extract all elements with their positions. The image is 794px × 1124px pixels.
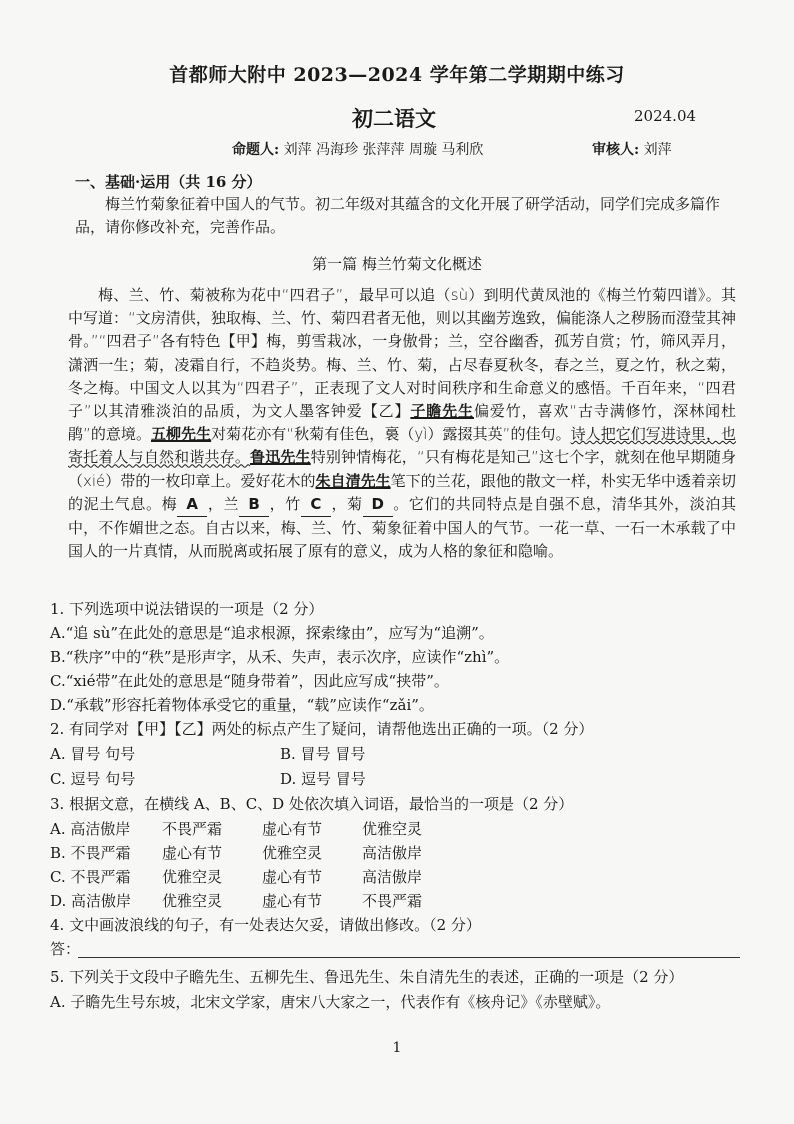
q3-a-word-1: A. 高洁傲岸 xyxy=(50,820,131,838)
article-text-1: 梅、兰、竹、菊被称为花中“四君子”，最早可以追（sù）到明代黄凤池的《梅兰竹菊四谱》。其中写道：“文房清供，独取梅、兰、竹、菊四君者无他，则以其幽芳逸致，偏能涤人之秽肠而澄莹其神骨。”“四君子”各有特色【甲】梅，剪雪栽冰，一身傲骨；兰，空谷幽香，孤芳自赏；竹，筛风弄月，潇洒一生；菊，凌霜自行，不趋炎势。梅、兰、竹、菊，占尽春夏秋冬，春之兰，夏之竹，秋之菊，冬之梅。中国文人以其为“四君子”，正表现了文人对时间秩序和生命意义的感悟。千百年来，“四君子”以其清雅淡泊的品质，为文人墨客钟爱【乙】 xyxy=(68,286,736,421)
q3-d-word-3: 虚心有节 xyxy=(262,892,323,910)
q3-c-word-2: 优雅空灵 xyxy=(162,868,223,886)
article-title: 第一篇 梅兰竹菊文化概述 xyxy=(312,255,482,273)
q3-option-c xyxy=(50,866,422,887)
q2-option-c: C. 逗号 句号 xyxy=(50,770,136,788)
q4-answer-line[interactable] xyxy=(78,956,740,958)
q1-option-a: A.“追 sù”在此处的意思是“追求根源，探索缘由”，应写为“追溯”。 xyxy=(50,624,494,642)
authors: 刘萍 冯海珍 张萍萍 周璇 马利欣 xyxy=(283,142,484,158)
blank-a: A xyxy=(177,493,207,517)
exam-date: 2024.04 xyxy=(634,107,697,125)
name-zhuziqing: 朱自清先生 xyxy=(315,471,391,490)
name-wuliu: 五柳先生 xyxy=(150,425,212,444)
exam-title: 首都师大附中 2023—2024 学年第二学期期中练习 xyxy=(169,64,625,86)
q3-c-word-3: 虚心有节 xyxy=(262,868,323,886)
article-text-6: ，兰 xyxy=(207,494,240,513)
q3-a-word-3: 虚心有节 xyxy=(262,820,323,838)
q3-c-word-1: C. 不畏严霜 xyxy=(50,868,131,886)
q4-stem: 4. 文中画波浪线的句子，有一处表达欠妥，请做出修改。（2 分） xyxy=(50,916,481,934)
q3-option-a xyxy=(50,818,422,839)
article-text-7: ，竹 xyxy=(269,494,301,513)
article-text-5: 笔下的兰花，跟他的散文一样，朴实无华中透着亲切的泥土气息。梅 xyxy=(68,471,736,513)
subject-title: 初二语文 xyxy=(352,106,436,131)
section-intro: 梅兰竹菊象征着中国人的气节。初二年级对其蕴含的文化开展了研学活动，同学们完成多篇作品，请你修改补充，完善作品。 xyxy=(75,195,721,236)
q2-option-d: D. 逗号 冒号 xyxy=(280,770,366,788)
q3-c-word-4: 高洁傲岸 xyxy=(362,868,423,886)
section-title: 一、基础·运用（共 16 分） xyxy=(75,173,262,191)
q3-d-word-1: D. 高洁傲岸 xyxy=(50,892,132,910)
q3-b-word-4: 高洁傲岸 xyxy=(362,844,423,862)
q3-b-word-3: 优雅空灵 xyxy=(262,844,323,862)
q2-stem: 2. 有同学对【甲】【乙】两处的标点产生了疑问，请帮他选出正确的一项。（2 分） xyxy=(50,720,594,738)
authors-label: 命题人: xyxy=(232,142,280,158)
q4-answer-label: 答： xyxy=(50,940,81,958)
reviewer-label: 审核人: xyxy=(592,142,640,158)
article-text-2: 偏爱竹，喜欢“古寺满修竹，深林闻杜鹃”的意境。 xyxy=(68,402,736,444)
q3-option-d xyxy=(50,890,422,911)
q5-option-a: A. 子瞻先生号东坡，北宋文学家，唐宋八大家之一，代表作有《核舟记》《赤壁赋》。 xyxy=(50,993,611,1011)
q3-a-word-4: 优雅空灵 xyxy=(362,820,423,838)
authors-line xyxy=(232,139,483,159)
article-text-4: 特别钟情梅花，“只有梅花是知己”这七个字，就刻在他早期随身（xié）带的一枚印章上。爱好花木的 xyxy=(68,448,736,490)
article-text-3: 对菊花亦有“秋菊有佳色，裛（yì）露掇其英”的佳句。 xyxy=(211,425,571,444)
q3-b-word-1: B. 不畏严霜 xyxy=(50,844,131,862)
q3-b-word-2: 虚心有节 xyxy=(162,844,223,862)
q2-option-a: A. 冒号 句号 xyxy=(50,745,136,763)
q1-option-c: C.“xié带”在此处的意思是“随身带着”，因此应写成“挟带”。 xyxy=(50,672,449,690)
q1-option-b: B.“秩序”中的“秩”是形声字，从禾、失声，表示次序，应读作“zhì”。 xyxy=(50,648,510,666)
article-body xyxy=(68,284,736,563)
q3-d-word-2: 优雅空灵 xyxy=(162,892,223,910)
article-text-9: 。它们的共同特点是自强不息，清华其外，淡泊其中，不作媚世之态。自古以来，梅、兰、竹、菊象征着中国人的气节。一花一草、一石一木承载了中国人的一片真情，从而脱离或拓展了原有的意义，成为人格的象征和隐喻。 xyxy=(68,494,736,561)
q5-stem: 5. 下列关于文段中子瞻先生、五柳先生、鲁迅先生、朱自清先生的表述，正确的一项是（2 分） xyxy=(50,968,684,986)
q1-option-d: D.“承载”形容托着物体承受它的重量，“载”应读作“zǎi”。 xyxy=(50,696,434,714)
q2-option-b: B. 冒号 冒号 xyxy=(280,745,366,763)
page-number: 1 xyxy=(392,1040,402,1056)
blank-b: B xyxy=(239,493,269,517)
reviewer: 刘萍 xyxy=(643,142,672,158)
q3-option-b xyxy=(50,842,422,863)
blank-c: C xyxy=(301,493,331,517)
name-luxun: 鲁迅先生 xyxy=(250,448,311,467)
q3-a-word-2: 不畏严霜 xyxy=(162,820,223,838)
blank-d: D xyxy=(363,493,393,517)
q1-stem: 1. 下列选项中说法错误的一项是（2 分） xyxy=(50,600,324,618)
q3-stem: 3. 根据文意，在横线 A、B、C、D 处依次填入词语，最恰当的一项是（2 分） xyxy=(50,795,574,813)
name-zizhan: 子瞻先生 xyxy=(410,402,474,421)
wavy-sentence: 诗人把它们写进诗里，也寄托着人与自然和谐共存。 xyxy=(68,425,736,467)
article-text-8: ，菊 xyxy=(330,494,363,513)
reviewer-line xyxy=(592,139,672,159)
q3-d-word-4: 不畏严霜 xyxy=(362,892,423,910)
